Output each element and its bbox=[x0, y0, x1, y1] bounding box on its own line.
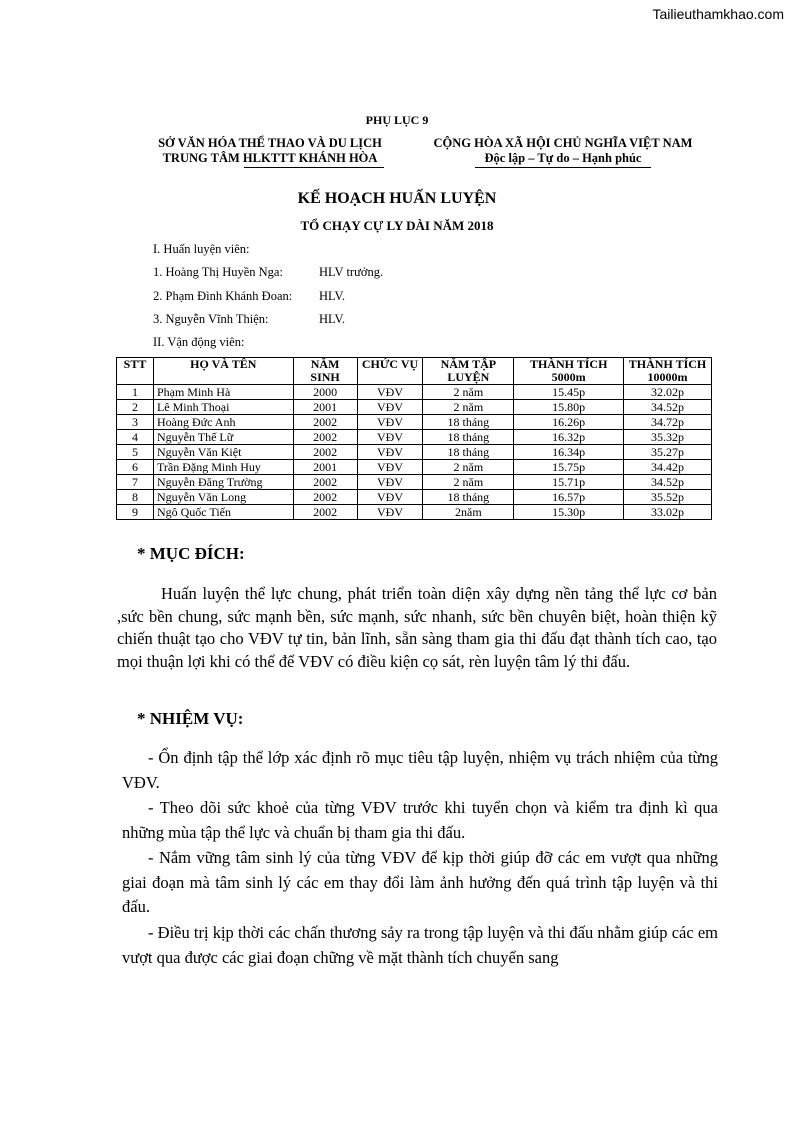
cell-result-10000m: 35.52p bbox=[624, 490, 712, 505]
table-header-row bbox=[117, 358, 712, 385]
task-item: - Theo dõi sức khoẻ của từng VĐV trước khi tuyển chọn và kiểm tra định kì qua những mùa tập thể lực và chuẩn bị tham gia thi đấu. bbox=[122, 798, 718, 842]
cell-training-years: 2năm bbox=[423, 505, 514, 520]
cell-stt: 9 bbox=[117, 505, 154, 520]
document-subtitle: TỔ CHẠY CỰ LY DÀI NĂM 2018 bbox=[300, 218, 494, 233]
cell-result-5000m: 16.57p bbox=[514, 490, 624, 505]
athlete-table bbox=[116, 357, 712, 520]
cell-training-years: 18 tháng bbox=[423, 430, 514, 445]
cell-training-years: 2 năm bbox=[423, 385, 514, 400]
cell-stt: 6 bbox=[117, 460, 154, 475]
coach-name: 3. Nguyễn Vĩnh Thiện: bbox=[153, 312, 269, 326]
athletes-heading: II. Vận động viên: bbox=[153, 335, 245, 349]
cell-position: VĐV bbox=[357, 505, 423, 520]
cell-name: Lê Minh Thoại bbox=[153, 400, 293, 415]
cell-position: VĐV bbox=[357, 460, 423, 475]
cell-result-5000m: 16.32p bbox=[514, 430, 624, 445]
table-row bbox=[117, 415, 712, 430]
cell-stt: 7 bbox=[117, 475, 154, 490]
cell-birth-year: 2000 bbox=[293, 385, 357, 400]
org-right-underline bbox=[475, 167, 651, 168]
cell-training-years: 2 năm bbox=[423, 400, 514, 415]
cell-stt: 1 bbox=[117, 385, 154, 400]
cell-position: VĐV bbox=[357, 430, 423, 445]
cell-result-10000m: 34.52p bbox=[624, 475, 712, 490]
cell-stt: 3 bbox=[117, 415, 154, 430]
header-birth-year: NĂM SINH bbox=[293, 358, 357, 385]
table-row bbox=[117, 445, 712, 460]
org-left-line1: SỞ VĂN HÓA THỂ THAO VÀ DU LỊCH bbox=[158, 136, 382, 150]
cell-result-10000m: 35.32p bbox=[624, 430, 712, 445]
cell-birth-year: 2002 bbox=[293, 430, 357, 445]
appendix-label: PHỤ LỤC 9 bbox=[365, 113, 429, 127]
cell-birth-year: 2002 bbox=[293, 445, 357, 460]
header-training-years: NĂM TẬP LUYỆN bbox=[423, 358, 514, 385]
table-row bbox=[117, 430, 712, 445]
cell-name: Phạm Minh Hà bbox=[153, 385, 293, 400]
header-position: CHỨC VỤ bbox=[357, 358, 423, 385]
cell-name: Trần Đặng Minh Huy bbox=[153, 460, 293, 475]
purpose-heading: * MỤC ĐÍCH: bbox=[137, 544, 245, 563]
table-row bbox=[117, 400, 712, 415]
org-left bbox=[140, 136, 400, 168]
header-stt: STT bbox=[117, 358, 154, 385]
cell-name: Nguyễn Văn Kiệt bbox=[153, 445, 293, 460]
cell-name: Nguyễn Đăng Trường bbox=[153, 475, 293, 490]
table-row bbox=[117, 460, 712, 475]
cell-result-10000m: 32.02p bbox=[624, 385, 712, 400]
cell-stt: 5 bbox=[117, 445, 154, 460]
coach-name: 2. Phạm Đình Khánh Đoan: bbox=[153, 289, 293, 303]
cell-result-10000m: 35.27p bbox=[624, 445, 712, 460]
cell-result-5000m: 15.30p bbox=[514, 505, 624, 520]
cell-birth-year: 2002 bbox=[293, 475, 357, 490]
cell-position: VĐV bbox=[357, 415, 423, 430]
coach-name: 1. Hoàng Thị Huyền Nga: bbox=[153, 265, 283, 279]
cell-birth-year: 2002 bbox=[293, 490, 357, 505]
cell-birth-year: 2001 bbox=[293, 400, 357, 415]
coaches-heading: I. Huấn luyện viên: bbox=[153, 242, 250, 256]
cell-position: VĐV bbox=[357, 385, 423, 400]
task-item: - Điều trị kịp thời các chấn thương sảy ra trong tập luyện và thi đấu nhằm giúp các em vượt qua được các giai đoạn chững về mặt thành tích chuyển sang bbox=[122, 923, 718, 967]
cell-training-years: 2 năm bbox=[423, 475, 514, 490]
org-right bbox=[418, 136, 708, 168]
header-result-10000m: THÀNH TÍCH 10000m bbox=[624, 358, 712, 385]
cell-training-years: 2 năm bbox=[423, 460, 514, 475]
cell-result-5000m: 15.71p bbox=[514, 475, 624, 490]
watermark: Tailieuthamkhao.com bbox=[652, 6, 784, 22]
org-left-line2: TRUNG TÂM HLKTTT KHÁNH HÒA bbox=[162, 151, 378, 165]
cell-position: VĐV bbox=[357, 400, 423, 415]
cell-result-5000m: 16.34p bbox=[514, 445, 624, 460]
task-item: - Ổn định tập thể lớp xác định rõ mục tiêu tập luyện, nhiệm vụ trách nhiệm của từng VĐV. bbox=[122, 748, 718, 792]
document-title: KẾ HOẠCH HUẤN LUYỆN bbox=[297, 190, 497, 207]
cell-training-years: 18 tháng bbox=[423, 490, 514, 505]
header-result-5000m: THÀNH TÍCH 5000m bbox=[514, 358, 624, 385]
cell-result-5000m: 15.45p bbox=[514, 385, 624, 400]
cell-result-10000m: 34.52p bbox=[624, 400, 712, 415]
purpose-text: Huấn luyện thể lực chung, phát triển toàn diện xây dựng nền tảng thể lực cơ bản ,sức bền chung, sức mạnh bền, sức mạnh, sức nhanh, sức bền chuyên biệt, hoàn thiện kỹ chiến thuật tạo cho VĐV tự tin, bản lĩnh, sẵn sàng tham gia thi đấu đạt thành tích cao, tạo mọi thuận lợi khi có thể để VĐV có điều kiện cọ sát, rèn luyện tâm lý thi đấu. bbox=[117, 584, 717, 671]
cell-birth-year: 2002 bbox=[293, 415, 357, 430]
cell-name: Ngô Quốc Tiến bbox=[153, 505, 293, 520]
table-row bbox=[117, 475, 712, 490]
cell-position: VĐV bbox=[357, 475, 423, 490]
header-name: HỌ VÀ TÊN bbox=[153, 358, 293, 385]
cell-result-5000m: 15.80p bbox=[514, 400, 624, 415]
coach-role: HLV. bbox=[319, 289, 346, 303]
org-right-line2: Độc lập – Tự do – Hạnh phúc bbox=[484, 151, 642, 165]
cell-result-10000m: 33.02p bbox=[624, 505, 712, 520]
cell-result-10000m: 34.72p bbox=[624, 415, 712, 430]
coach-role: HLV. bbox=[319, 312, 346, 326]
cell-position: VĐV bbox=[357, 445, 423, 460]
task-item: - Nắm vững tâm sinh lý của từng VĐV để kịp thời giúp đỡ các em vượt qua những giai đoạn mà tâm sinh lý các em thay đổi làm ảnh hưởng đến quá trình tập luyện và thi đấu. bbox=[122, 848, 718, 916]
cell-result-10000m: 34.42p bbox=[624, 460, 712, 475]
cell-training-years: 18 tháng bbox=[423, 445, 514, 460]
org-right-line1: CỘNG HÒA XÃ HỘI CHỦ NGHĨA VIỆT NAM bbox=[433, 136, 693, 150]
cell-birth-year: 2001 bbox=[293, 460, 357, 475]
cell-training-years: 18 tháng bbox=[423, 415, 514, 430]
cell-name: Hoàng Đức Anh bbox=[153, 415, 293, 430]
cell-birth-year: 2002 bbox=[293, 505, 357, 520]
org-left-underline bbox=[244, 167, 384, 168]
table-row bbox=[117, 490, 712, 505]
tasks-heading: * NHIỆM VỤ: bbox=[137, 709, 244, 728]
cell-result-5000m: 15.75p bbox=[514, 460, 624, 475]
cell-result-5000m: 16.26p bbox=[514, 415, 624, 430]
cell-stt: 2 bbox=[117, 400, 154, 415]
cell-name: Nguyễn Văn Long bbox=[153, 490, 293, 505]
coach-role: HLV trưởng. bbox=[319, 265, 384, 279]
table-row bbox=[117, 385, 712, 400]
cell-stt: 8 bbox=[117, 490, 154, 505]
cell-name: Nguyễn Thế Lữ bbox=[153, 430, 293, 445]
table-body bbox=[117, 385, 712, 520]
cell-position: VĐV bbox=[357, 490, 423, 505]
cell-stt: 4 bbox=[117, 430, 154, 445]
table-row bbox=[117, 505, 712, 520]
